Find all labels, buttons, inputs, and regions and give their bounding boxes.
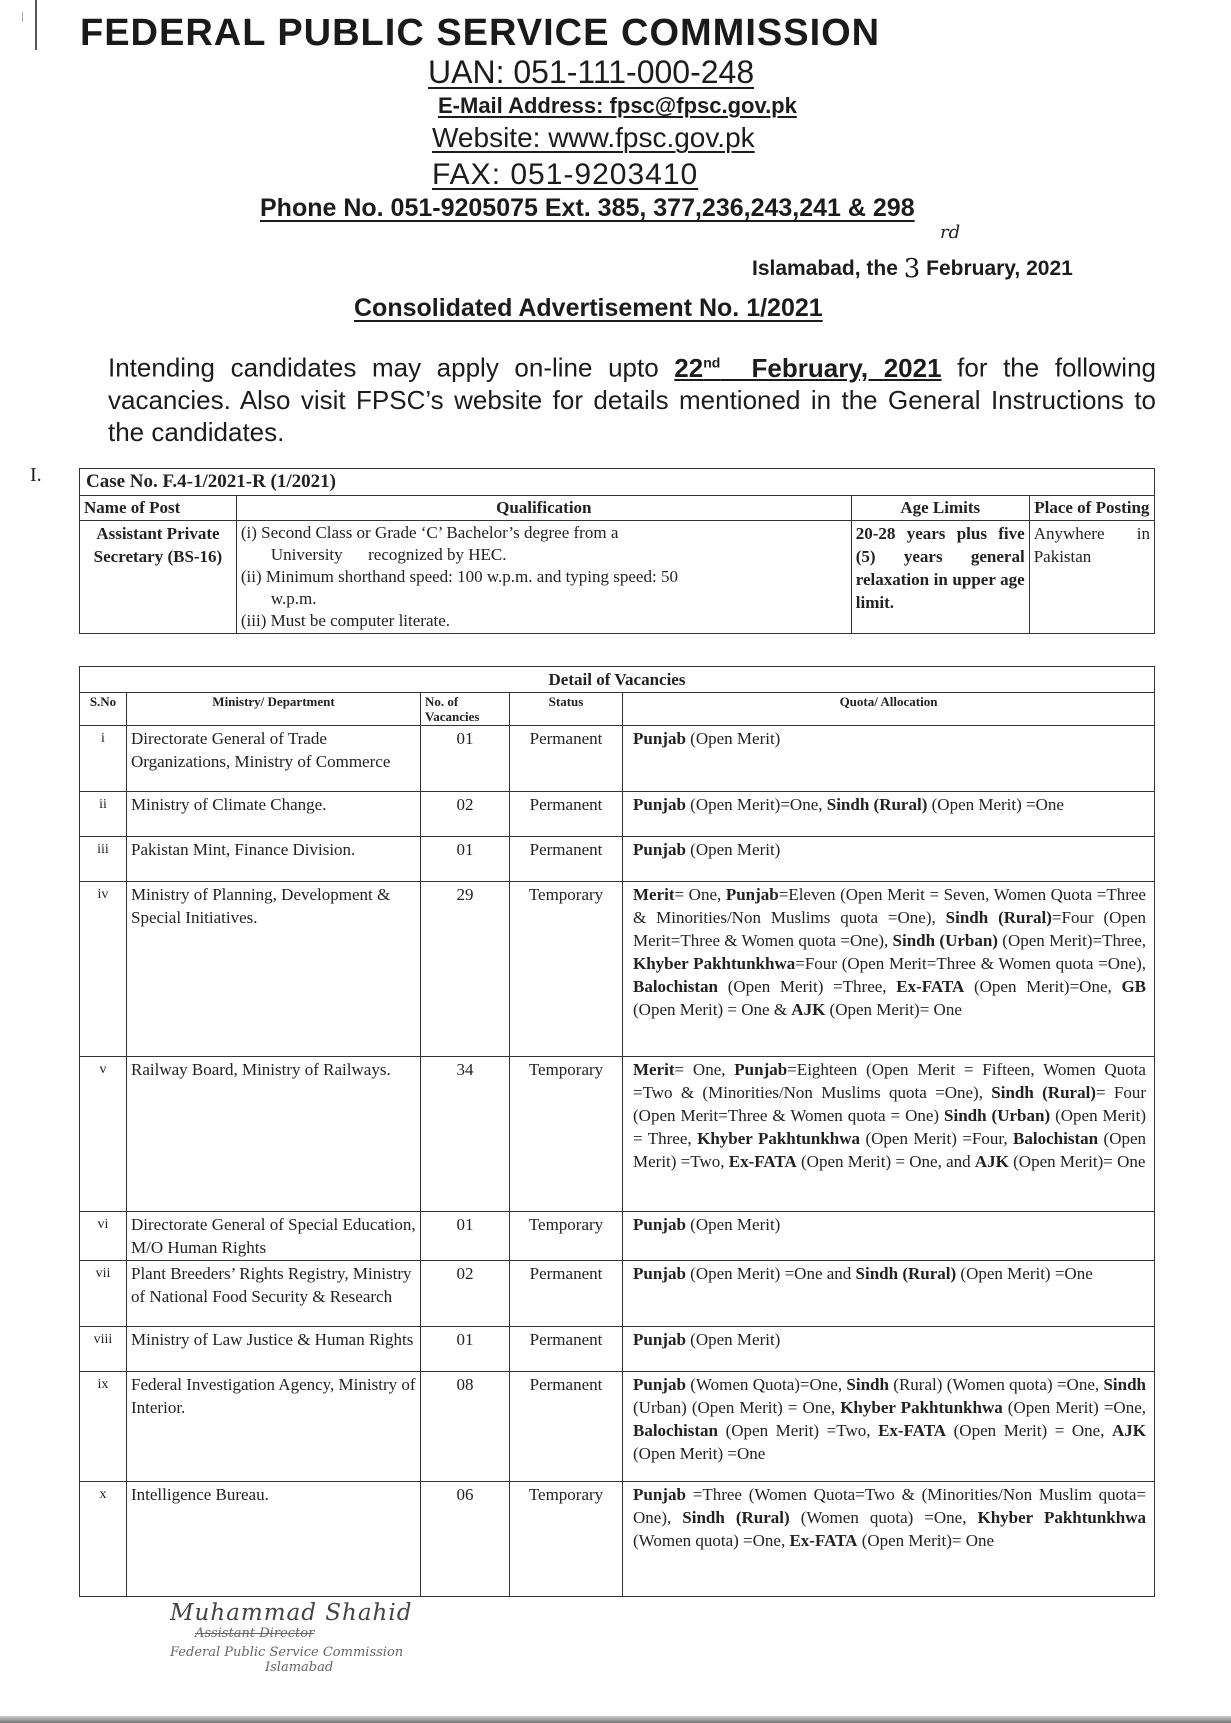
quota-text: = One, [674, 1060, 735, 1079]
vacancy-status: Permanent [510, 837, 623, 882]
quota-region: Sindh [846, 1375, 889, 1394]
vacancy-row [80, 1482, 1155, 1597]
advertisement-title: Consolidated Advertisement No. 1/2021 [354, 294, 823, 322]
dateline [752, 222, 1073, 284]
quota-region: AJK [1112, 1421, 1146, 1440]
quota-text: (Open Merit) [685, 1330, 781, 1349]
quota-region: Ex-FATA [896, 977, 965, 996]
dateline-prefix: Islamabad, the [752, 257, 898, 280]
quota-text: (Women quota) =One, [789, 1508, 978, 1527]
quota-region: Punjab [734, 1060, 788, 1079]
quota-region: Khyber Pakhtunkhwa [977, 1508, 1146, 1527]
quota-text: = Four (Open Merit=Three & Women quota = One) [633, 1083, 1146, 1125]
quota-region: Balochistan [1013, 1129, 1099, 1148]
vacancy-count: 06 [421, 1482, 510, 1597]
vacancy-row [80, 792, 1155, 837]
vacancy-ministry: Federal Investigation Agency, Ministry of Interior. [127, 1372, 421, 1482]
vacancy-ministry: Directorate General of Trade Organizations, Ministry of Commerce [127, 726, 421, 792]
uan-number: UAN: 051-111-000-248 [428, 54, 755, 90]
quota-text: =Four (Open Merit=Three & Women quota =One), [795, 954, 1147, 973]
dateline-month-year: February, 2021 [926, 257, 1073, 280]
scan-margin-tick [22, 12, 23, 22]
intro-text-start: Intending candidates may apply on-line upto [108, 352, 675, 383]
vacancy-status: Permanent [510, 726, 623, 792]
header-age-limits: Age Limits [851, 496, 1029, 521]
email-address: E-Mail Address: fpsc@fpsc.gov.pk [438, 93, 797, 118]
quota-text: (Open Merit) = Three, [633, 1106, 1146, 1148]
quota-region: Sindh (Rural) [855, 1264, 957, 1283]
quota-text: (Open Merit)= One [1008, 1152, 1146, 1171]
quota-text: (Open Merit) =Two, [633, 1129, 1147, 1171]
vacancy-status: Temporary [510, 1482, 623, 1597]
quota-text: (Open Merit) [685, 729, 781, 748]
deadline-day: 22 [674, 352, 704, 383]
vacancies-body [80, 726, 1155, 1597]
quota-region: Balochistan [633, 977, 719, 996]
vacancy-row [80, 837, 1155, 882]
quota-text: (Urban) (Open Merit) = One, [633, 1398, 841, 1417]
vacancy-count: 01 [421, 726, 510, 792]
quota-text: = One, [674, 885, 726, 904]
phone-numbers: Phone No. 051-9205075 Ext. 385, 377,236,243,241 & 298 [260, 194, 915, 222]
signature-block [170, 1600, 470, 1675]
quota-text: (Open Merit) =Three, [718, 977, 897, 996]
qualification-item-cont: w.p.m. [270, 589, 317, 608]
quota-text: (Open Merit) =One [633, 1444, 766, 1463]
vacancy-quota [623, 1212, 1155, 1261]
vacancy-count: 01 [421, 1212, 510, 1261]
signatory-organization: Federal Public Service Commission [170, 1645, 404, 1660]
quota-region: Punjab [633, 1375, 686, 1394]
vacancy-row [80, 726, 1155, 792]
quota-region: Sindh [1103, 1375, 1146, 1394]
vacancy-row [80, 1212, 1155, 1261]
quota-region: Punjab [633, 1264, 686, 1283]
vacancy-ministry: Railway Board, Ministry of Railways. [127, 1057, 421, 1212]
header-name-of-post: Name of Post [80, 496, 237, 521]
vacancy-quota [623, 1057, 1155, 1212]
quota-text: (Rural) (Women quota) =One, [888, 1375, 1104, 1394]
vacancy-sno: iii [80, 837, 127, 882]
qualification-item: (ii) Minimum shorthand speed: 100 w.p.m. and typing speed: 50 [240, 567, 678, 586]
quota-region: Balochistan [633, 1421, 719, 1440]
quota-text: (Open Merit) =One [956, 1264, 1093, 1283]
quota-region: Sindh (Rural) [991, 1083, 1096, 1102]
quota-region: Sindh (Rural) [826, 795, 928, 814]
deadline-date [674, 353, 941, 383]
quota-region: Punjab [725, 885, 779, 904]
quota-text: (Open Merit) = One, and [796, 1152, 975, 1171]
signatory-city: Islamabad [265, 1660, 334, 1675]
quota-region: Sindh (Rural) [945, 908, 1052, 927]
vacancy-quota [623, 1327, 1155, 1372]
quota-region: Merit [633, 885, 675, 904]
quota-region: Punjab [633, 795, 686, 814]
intro-paragraph [108, 346, 1156, 448]
vacancy-ministry: Ministry of Climate Change. [127, 792, 421, 837]
header-sno: S.No [80, 693, 127, 726]
header-ministry: Ministry/ Department [127, 693, 421, 726]
vacancy-ministry: Plant Breeders’ Rights Registry, Ministry of National Food Security & Research [127, 1261, 421, 1327]
vacancy-count: 01 [421, 1327, 510, 1372]
header-quota: Quota/ Allocation [623, 693, 1155, 726]
quota-text: (Open Merit)=One, [964, 977, 1122, 996]
header-place-of-posting: Place of Posting [1029, 496, 1154, 521]
vacancy-ministry: Pakistan Mint, Finance Division. [127, 837, 421, 882]
vacancy-sno: ix [80, 1372, 127, 1482]
quota-region: AJK [791, 1000, 826, 1019]
qualification-item-cont: University recognized by HEC. [270, 545, 507, 564]
vacancy-quota [623, 1261, 1155, 1327]
vacancy-count: 08 [421, 1372, 510, 1482]
quota-region: Punjab [633, 729, 686, 748]
place-of-posting: Anywhere in Pakistan [1029, 521, 1154, 634]
signatory-name: Muhammad Shahid [170, 1600, 413, 1626]
signatory-designation: Assistant Director [195, 1626, 315, 1641]
vacancy-row [80, 1057, 1155, 1212]
quota-region: Khyber Pakhtunkhwa [840, 1398, 1003, 1417]
quota-text: (Women quota) =One, [633, 1531, 790, 1550]
vacancy-sno: vii [80, 1261, 127, 1327]
vacancy-sno: x [80, 1482, 127, 1597]
vacancy-quota [623, 882, 1155, 1057]
dateline-day: 3 [903, 254, 921, 284]
vacancy-ministry: Directorate General of Special Education, M/O Human Rights [127, 1212, 421, 1261]
quota-text: (Open Merit)= One [857, 1531, 995, 1550]
vacancies-table [79, 666, 1155, 1597]
quota-text: (Open Merit) =One [927, 795, 1064, 814]
quota-region: GB [1121, 977, 1147, 996]
quota-region: Khyber Pakhtunkhwa [697, 1129, 861, 1148]
quota-region: Ex-FATA [789, 1531, 858, 1550]
quota-text: (Open Merit) = One & [633, 1000, 792, 1019]
quota-region: Sindh (Urban) [944, 1106, 1051, 1125]
quota-text: (Open Merit)= One [825, 1000, 962, 1019]
vacancy-status: Temporary [510, 882, 623, 1057]
vacancy-status: Temporary [510, 1212, 623, 1261]
quota-region: Ex-FATA [728, 1152, 797, 1171]
case-table [79, 468, 1155, 634]
vacancy-count: 34 [421, 1057, 510, 1212]
quota-region: Sindh (Urban) [892, 931, 998, 950]
vacancy-count: 29 [421, 882, 510, 1057]
vacancy-quota [623, 837, 1155, 882]
quota-text: =Eleven (Open Merit = Seven, Women Quota =Three & Minorities/Non Muslims quota =One), [633, 885, 1146, 927]
vacancy-ministry: Intelligence Bureau. [127, 1482, 421, 1597]
vacancy-status: Permanent [510, 1261, 623, 1327]
quota-text: (Open Merit)=One, [685, 795, 827, 814]
qualification-list [236, 521, 851, 634]
vacancy-count: 02 [421, 1261, 510, 1327]
vacancy-count: 02 [421, 792, 510, 837]
quota-text: (Open Merit) =One and [685, 1264, 856, 1283]
vacancy-row [80, 1261, 1155, 1327]
vacancy-quota [623, 792, 1155, 837]
deadline-month-year: February, 2021 [720, 352, 942, 383]
header-status: Status [510, 693, 623, 726]
quota-region: Punjab [633, 1485, 686, 1504]
intro-text-end: for the following vacancies. Also visit FPSC’s website for details mentioned in the General Instructions to the candidates. [108, 352, 1156, 447]
quota-text: (Open Merit) =Two, [718, 1421, 879, 1440]
quota-region: Punjab [633, 1330, 686, 1349]
post-name: Assistant Private Secretary (BS-16) [80, 521, 237, 634]
vacancy-sno: ii [80, 792, 127, 837]
quota-region: Khyber Pakhtunkhwa [633, 954, 796, 973]
vacancy-sno: viii [80, 1327, 127, 1372]
scan-edge [0, 1716, 1231, 1723]
header-qualification: Qualification [236, 496, 851, 521]
vacancy-sno: iv [80, 882, 127, 1057]
qualification-item: (iii) Must be computer literate. [240, 611, 451, 630]
quota-region: Merit [633, 1060, 675, 1079]
fax-number: FAX: 051-9203410 [432, 158, 699, 191]
quota-text: (Open Merit) =One, [1002, 1398, 1146, 1417]
vacancy-quota [623, 726, 1155, 792]
scan-margin-line [35, 0, 37, 50]
website-address: Website: www.fpsc.gov.pk [432, 122, 755, 153]
quota-region: AJK [974, 1152, 1009, 1171]
quota-text: =Three (Women Quota=Two & (Minorities/Non Muslim quota= One), [633, 1485, 1146, 1527]
quota-text: (Open Merit)=Three, [997, 931, 1146, 950]
vacancy-ministry: Ministry of Planning, Development & Special Initiatives. [127, 882, 421, 1057]
vacancy-row [80, 1327, 1155, 1372]
quota-text: (Open Merit) [685, 840, 781, 859]
quota-text: (Open Merit) =Four, [860, 1129, 1014, 1148]
quota-text: (Women Quota)=One, [685, 1375, 847, 1394]
quota-region: Sindh (Rural) [682, 1508, 790, 1527]
vacancy-status: Permanent [510, 1372, 623, 1482]
vacancy-ministry: Ministry of Law Justice & Human Rights [127, 1327, 421, 1372]
vacancy-status: Temporary [510, 1057, 623, 1212]
vacancy-sno: vi [80, 1212, 127, 1261]
header-vacancies: No. of Vacancies [421, 693, 510, 726]
vacancy-row [80, 882, 1155, 1057]
age-limits: 20-28 years plus five (5) years general relaxation in upper age limit. [851, 521, 1029, 634]
vacancy-sno: v [80, 1057, 127, 1212]
vacancies-title: Detail of Vacancies [80, 667, 1155, 693]
vacancy-quota [623, 1372, 1155, 1482]
quota-region: Punjab [633, 840, 686, 859]
vacancy-quota [623, 1482, 1155, 1597]
quota-text: (Open Merit) [685, 1215, 781, 1234]
vacancy-count: 01 [421, 837, 510, 882]
quota-text: (Open Merit) = One, [946, 1421, 1112, 1440]
qualification-item: (i) Second Class or Grade ‘C’ Bachelor’s degree from a [240, 523, 619, 542]
section-marker: I. [30, 464, 42, 486]
quota-text: =Eighteen (Open Merit = Fifteen, Women Quota =Two & (Minorities/Non Muslims quota =One), [633, 1060, 1146, 1102]
quota-region: Punjab [633, 1215, 686, 1234]
quota-text: =Four (Open Merit=Three & Women quota =One), [633, 908, 1146, 950]
organization-title: FEDERAL PUBLIC SERVICE COMMISSION [80, 12, 881, 54]
vacancy-status: Permanent [510, 1327, 623, 1372]
case-number: Case No. F.4-1/2021-R (1/2021) [80, 469, 1155, 496]
deadline-day-suffix: nd [703, 354, 721, 370]
vacancy-status: Permanent [510, 792, 623, 837]
quota-region: Ex-FATA [878, 1421, 947, 1440]
dateline-day-suffix: rd [940, 222, 961, 243]
vacancy-row [80, 1372, 1155, 1482]
vacancy-sno: i [80, 726, 127, 792]
